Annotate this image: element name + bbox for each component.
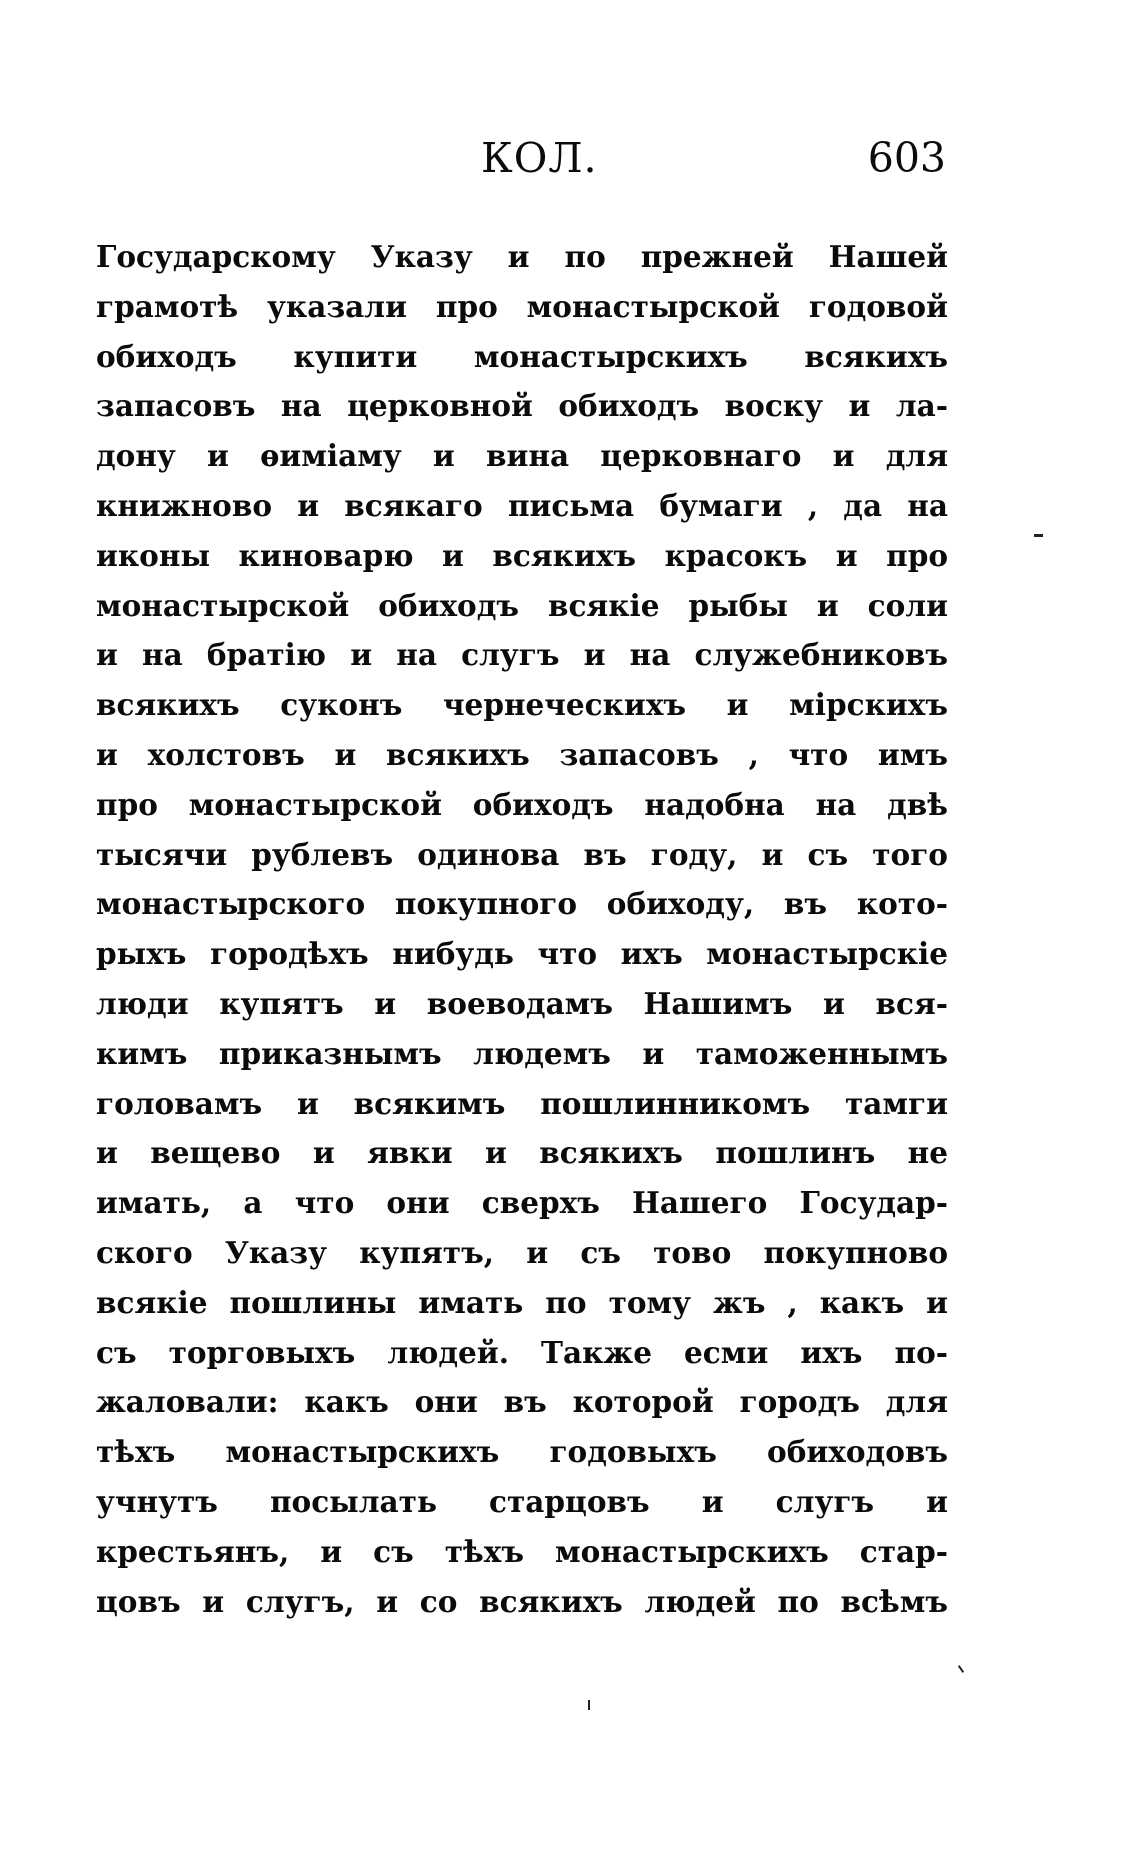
text-line: крестьянъ, и съ тѣхъ монастырскихъ стар- xyxy=(96,1533,948,1569)
text-line: жаловали: какъ они въ которой городъ для xyxy=(96,1384,948,1420)
text-line: имать, а что они сверхъ Нашего Государ- xyxy=(96,1185,948,1221)
text-line: тысячи рублевъ одинова въ году, и съ того xyxy=(96,836,948,872)
text-line: Государскому Указу и по прежней Нашей xyxy=(96,239,948,274)
body-text xyxy=(96,232,948,1626)
text-line: книжново и всякаго письма бумаги , да на xyxy=(96,487,948,523)
scan-speck xyxy=(588,1700,590,1710)
text-line: про монастырской обиходъ надобна на двѣ xyxy=(96,786,948,822)
text-line: цовъ и слугъ, и со всякихъ людей по всѣмъ xyxy=(96,1583,948,1619)
text-line: рыхъ городѣхъ нибудь что ихъ монастырскіе xyxy=(96,936,948,972)
text-line: обиходъ купити монастырскихъ всякихъ xyxy=(96,338,948,374)
text-line: всякіе пошлины имать по тому жъ , какъ и xyxy=(96,1284,948,1320)
text-line: тѣхъ монастырскихъ годовыхъ обиходовъ xyxy=(96,1434,948,1470)
text-line: люди купятъ и воеводамъ Нашимъ и вся- xyxy=(96,985,948,1021)
text-line: иконы киноварю и всякихъ красокъ и про xyxy=(96,537,948,573)
text-line: учнутъ посылать старцовъ и слугъ и xyxy=(96,1483,948,1519)
page-number: 603 xyxy=(867,134,946,182)
page-header xyxy=(96,128,946,188)
text-line: монастырского покупного обиходу, въ кото- xyxy=(96,886,948,922)
scan-speck xyxy=(1034,534,1043,537)
text-line: и на братію и на слугъ и на служебниковъ xyxy=(96,637,948,673)
text-line: кимъ приказнымъ людемъ и таможеннымъ xyxy=(96,1035,948,1071)
text-line: дону и ѳиміаму и вина церковнаго и для xyxy=(96,438,948,474)
text-line: монастырской обиходъ всякіе рыбы и соли xyxy=(96,587,948,623)
text-line: ского Указу купятъ, и съ тово покупново xyxy=(96,1234,948,1270)
text-line: всякихъ суконъ чернеческихъ и мірскихъ xyxy=(96,687,948,723)
scan-speck xyxy=(958,1665,964,1673)
text-line: и вещево и явки и всякихъ пошлинъ не xyxy=(96,1135,948,1171)
running-head: КОЛ. xyxy=(481,134,598,182)
text-line: грамотѣ указали про монастырской годовой xyxy=(96,288,948,324)
text-line: съ торговыхъ людей. Также есми ихъ по- xyxy=(96,1334,948,1370)
text-line: головамъ и всякимъ пошлинникомъ тамги xyxy=(96,1085,948,1121)
text-line: запасовъ на церковной обиходъ воску и ла- xyxy=(96,388,948,424)
text-line: и холстовъ и всякихъ запасовъ , что имъ xyxy=(96,736,948,772)
